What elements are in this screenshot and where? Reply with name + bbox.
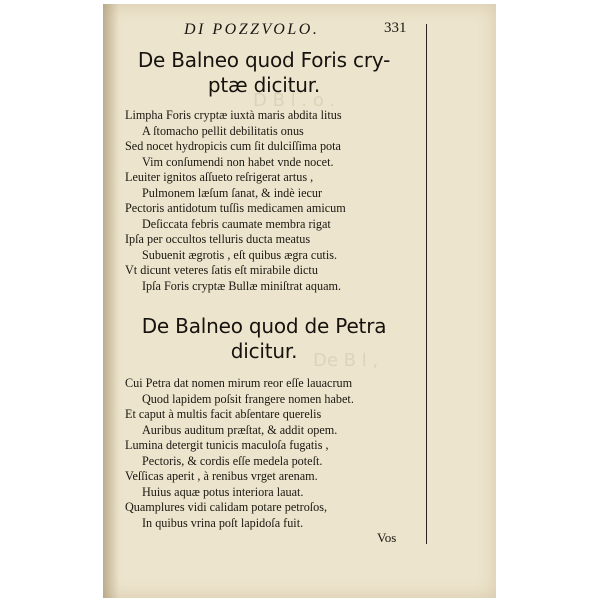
- verse-line: Et caput à multis facit abſentare querelis: [125, 407, 322, 422]
- bleed-through-text: De B l ,: [313, 350, 379, 371]
- book-page: [103, 4, 496, 598]
- verse-line: Ipſa per occultos telluris ducta meatus: [125, 232, 311, 247]
- verse-block: [125, 108, 435, 295]
- verse-line: Huius aquæ potus interiora lauat.: [142, 484, 304, 499]
- verse-line: Ipſa Foris cryptæ Bullæ miniſtrat aquam.: [142, 279, 342, 294]
- verse-line: Vt dicunt veteres ſatis eſt mirabile dictu: [125, 263, 318, 278]
- verse-block: [125, 376, 435, 531]
- section-title-line: De Balneo quod de Petra: [141, 314, 387, 338]
- verse-line: Vim conſumendi non habet vnde nocet.: [142, 154, 334, 169]
- running-head: DI POZZVOLO.: [184, 21, 320, 38]
- verse-line: Veſſicas aperit , à renibus vrget arenam.: [125, 469, 318, 484]
- verse-line: Lumina detergit tunicis maculoſa fugatis ,: [125, 438, 329, 453]
- verse-line: A ſtomacho pellit debilitatis onus: [142, 123, 304, 138]
- section-title: [103, 48, 425, 98]
- verse-line: Limpha Foris cryptæ iuxtà maris abdita litus: [125, 108, 342, 122]
- verse-line: Auribus auditum præſtat, & addit opem.: [142, 422, 338, 437]
- verse-line: Leuiter ignitos aſſueto reſrigerat artus ,: [125, 170, 314, 185]
- verse-line: Quamplures vidi calidam potare petroſos,: [125, 500, 328, 515]
- bleed-through-text: D B l . o .: [253, 90, 336, 111]
- section-title: [103, 314, 425, 364]
- verse-line: Quod lapidem poſsit frangere nomen habet.: [142, 391, 354, 406]
- verse-line: Deſiccata febris caumate membra rigat: [142, 216, 331, 231]
- section-title-line: ptæ dicitur.: [207, 73, 321, 97]
- verse-line: Subuenit ægrotis , eſt quibus ægra cutis.: [142, 247, 337, 262]
- verse-line: Sed nocet hydropicis cum ſit dulciſſima pota: [125, 139, 341, 154]
- verse-line: Cui Petra dat nomen mirum reor eſſe lauacrum: [125, 376, 353, 390]
- section-title-line: De Balneo quod Foris cry-: [137, 48, 391, 72]
- page-number: 331: [384, 20, 407, 36]
- verse-line: In quibus vrina poſt lapidoſa fuit.: [142, 515, 304, 530]
- verse-line: Pectoris antidotum tuſſis medicamen amicum: [125, 201, 346, 216]
- catchword: Vos: [377, 530, 397, 545]
- verse-line: Pectoris, & cordis eſſe medela poteſt.: [142, 453, 323, 468]
- section-title-line: dicitur.: [230, 339, 298, 363]
- verse-line: Pulmonem læſum ſanat, & indè iecur: [142, 185, 323, 200]
